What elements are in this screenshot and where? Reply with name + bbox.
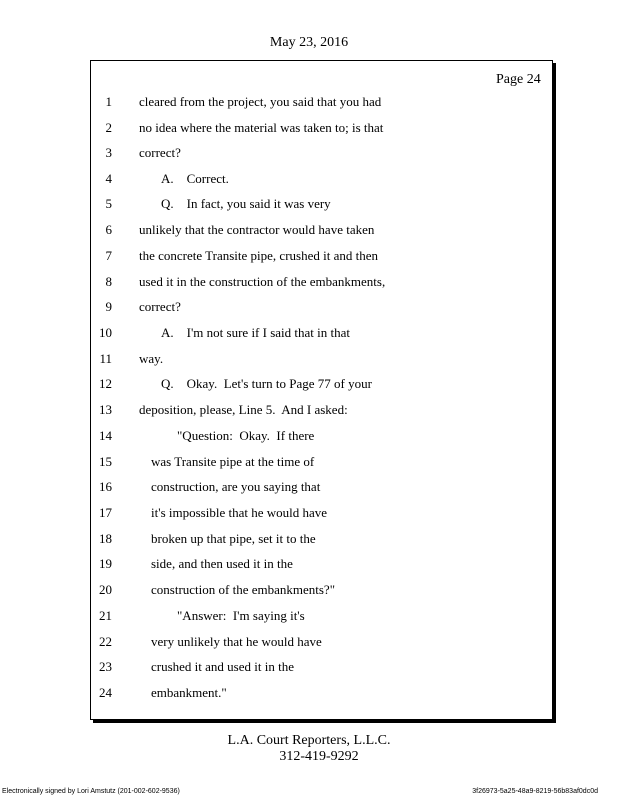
page-number: Page 24 (496, 72, 541, 87)
line-number: 5 (105, 196, 112, 211)
line-text: was Transite pipe at the time of (151, 454, 315, 469)
line-number: 15 (99, 454, 112, 469)
line-text: correct? (139, 299, 181, 314)
footer-document-hash: 3f26973-5a25-48a9-8219-56b83af0dc0d (472, 788, 598, 795)
line-number: 21 (99, 608, 112, 623)
line-number: 10 (99, 325, 112, 340)
line-text: crushed it and used it in the (151, 659, 294, 674)
line-number: 24 (99, 685, 112, 700)
line-number: 4 (105, 171, 112, 186)
transcript-line (0, 297, 618, 317)
transcript-line (0, 374, 618, 394)
line-number: 8 (105, 274, 112, 289)
line-number: 2 (105, 120, 112, 135)
line-number: 16 (99, 479, 112, 494)
header-date: May 23, 2016 (269, 35, 349, 50)
line-number: 7 (105, 248, 112, 263)
line-number: 18 (99, 531, 112, 546)
line-number: 13 (99, 402, 112, 417)
line-text: Q. Okay. Let's turn to Page 77 of your (161, 376, 372, 391)
line-text: Q. In fact, you said it was very (161, 196, 331, 211)
line-text: cleared from the project, you said that you had (139, 94, 382, 109)
line-number: 19 (99, 556, 112, 571)
transcript-line (0, 400, 618, 420)
transcript-line (0, 580, 618, 600)
transcript-line (0, 323, 618, 343)
line-text: unlikely that the contractor would have taken (139, 222, 375, 237)
transcript-line (0, 529, 618, 549)
line-number: 11 (99, 351, 112, 366)
line-number: 20 (99, 582, 112, 597)
transcript-line (0, 246, 618, 266)
line-number: 9 (105, 299, 112, 314)
line-text: very unlikely that he would have (151, 634, 322, 649)
footer-electronic-signature: Electronically signed by Lori Amstutz (201-002-602-9536) (2, 788, 180, 795)
line-text: construction of the embankments?" (151, 582, 336, 597)
line-text: A. I'm not sure if I said that in that (161, 325, 351, 340)
transcript-line (0, 606, 618, 626)
line-number: 22 (99, 634, 112, 649)
line-text: construction, are you saying that (151, 479, 321, 494)
transcript-line (0, 554, 618, 574)
line-text: way. (139, 351, 164, 366)
line-text: "Question: Okay. If there (177, 428, 315, 443)
line-text: correct? (139, 145, 181, 160)
line-number: 23 (99, 659, 112, 674)
line-text: deposition, please, Line 5. And I asked: (139, 402, 348, 417)
line-number: 17 (99, 505, 112, 520)
line-number: 1 (105, 94, 112, 109)
transcript-line (0, 426, 618, 446)
line-text: A. Correct. (161, 171, 229, 186)
line-text: no idea where the material was taken to; is that (139, 120, 384, 135)
transcript-line (0, 194, 618, 214)
line-number: 3 (105, 145, 112, 160)
line-text: it's impossible that he would have (151, 505, 328, 520)
transcript-line (0, 632, 618, 652)
transcript-line (0, 143, 618, 163)
transcript-line (0, 503, 618, 523)
line-text: "Answer: I'm saying it's (177, 608, 305, 623)
line-number: 12 (99, 376, 112, 391)
line-text: used it in the construction of the embankments, (139, 274, 386, 289)
transcript-line (0, 272, 618, 292)
transcript-line (0, 118, 618, 138)
transcript-line (0, 657, 618, 677)
line-text: embankment." (151, 685, 227, 700)
transcript-line (0, 169, 618, 189)
line-text: broken up that pipe, set it to the (151, 531, 316, 546)
footer-company-name: L.A. Court Reporters, L.L.C. (227, 733, 391, 748)
footer-phone-number: 312-419-9292 (279, 749, 359, 764)
line-number: 14 (99, 428, 112, 443)
transcript-line (0, 220, 618, 240)
transcript-line (0, 92, 618, 112)
transcript-line (0, 452, 618, 472)
transcript-line (0, 477, 618, 497)
transcript-line (0, 349, 618, 369)
line-text: the concrete Transite pipe, crushed it and then (139, 248, 378, 263)
line-number: 6 (105, 222, 112, 237)
transcript-line (0, 683, 618, 703)
line-text: side, and then used it in the (151, 556, 293, 571)
